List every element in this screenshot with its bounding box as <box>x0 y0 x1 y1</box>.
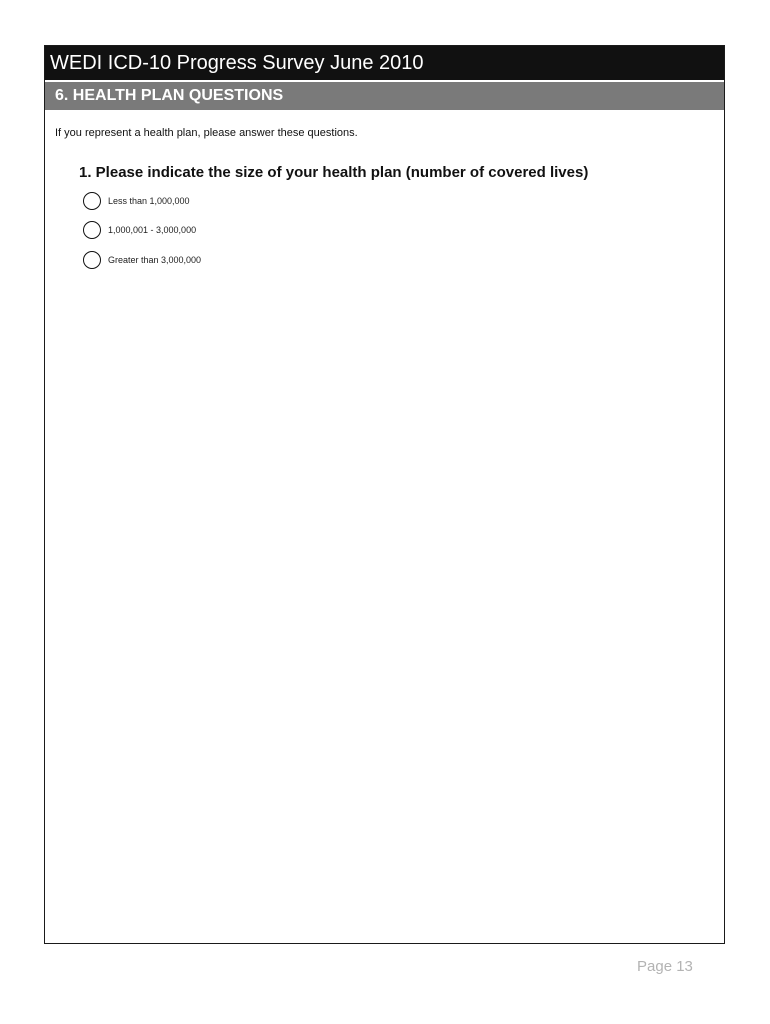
option-label: 1,000,001 - 3,000,000 <box>108 225 197 235</box>
question-title: 1. Please indicate the size of your health plan (number of covered lives) <box>79 164 589 181</box>
option-less-than-1m[interactable] <box>83 192 190 210</box>
survey-page-frame <box>44 45 725 944</box>
page-number: Page 13 <box>637 958 693 975</box>
section-heading: 6. HEALTH PLAN QUESTIONS <box>45 82 724 110</box>
intro-text: If you represent a health plan, please answer these questions. <box>55 127 358 139</box>
survey-title: WEDI ICD-10 Progress Survey June 2010 <box>45 46 724 80</box>
option-greater-than-3m[interactable] <box>83 251 201 269</box>
radio-button-icon[interactable] <box>83 221 101 239</box>
radio-button-icon[interactable] <box>83 251 101 269</box>
radio-button-icon[interactable] <box>83 192 101 210</box>
option-1m-to-3m[interactable] <box>83 221 196 239</box>
option-label: Less than 1,000,000 <box>108 196 190 206</box>
option-label: Greater than 3,000,000 <box>108 255 202 265</box>
